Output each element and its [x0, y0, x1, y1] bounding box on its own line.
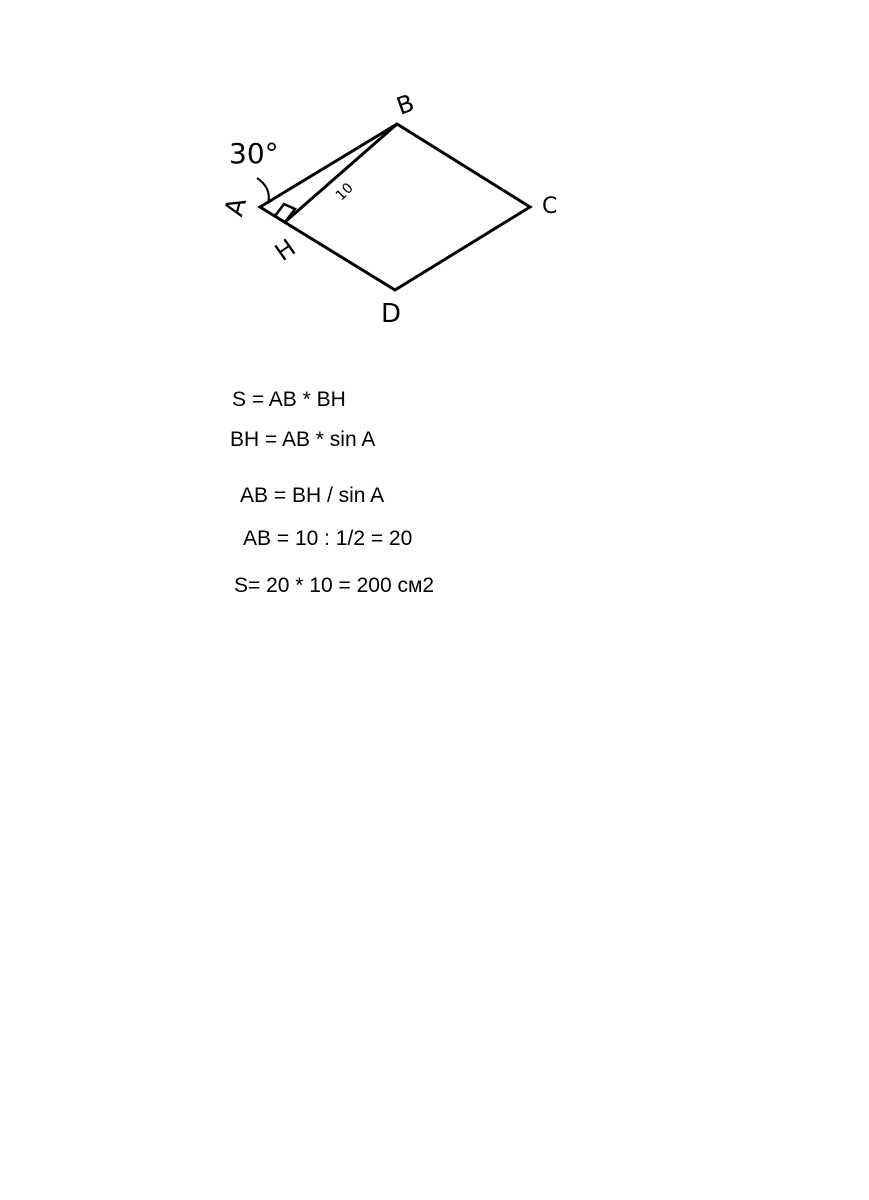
angle-label: 30° — [229, 137, 279, 170]
formula-height: BH = AB * sin A — [230, 428, 376, 451]
height-bh — [285, 124, 397, 222]
vertex-label-d: D — [381, 299, 402, 329]
angle-leader-arc — [257, 178, 269, 204]
formula-side: AB = BH / sin A — [240, 484, 385, 507]
formula-area-value: S= 20 * 10 = 200 см2 — [234, 574, 435, 597]
vertex-label-c: C — [542, 194, 558, 219]
formula-area: S = AB * BH — [232, 388, 346, 411]
height-label: 10 — [332, 180, 357, 205]
vertex-label-a: A — [219, 194, 254, 220]
foot-label-h: H — [269, 233, 301, 267]
vertex-label-b: B — [392, 88, 418, 121]
formula-side-value: AB = 10 : 1/2 = 20 — [243, 527, 413, 550]
